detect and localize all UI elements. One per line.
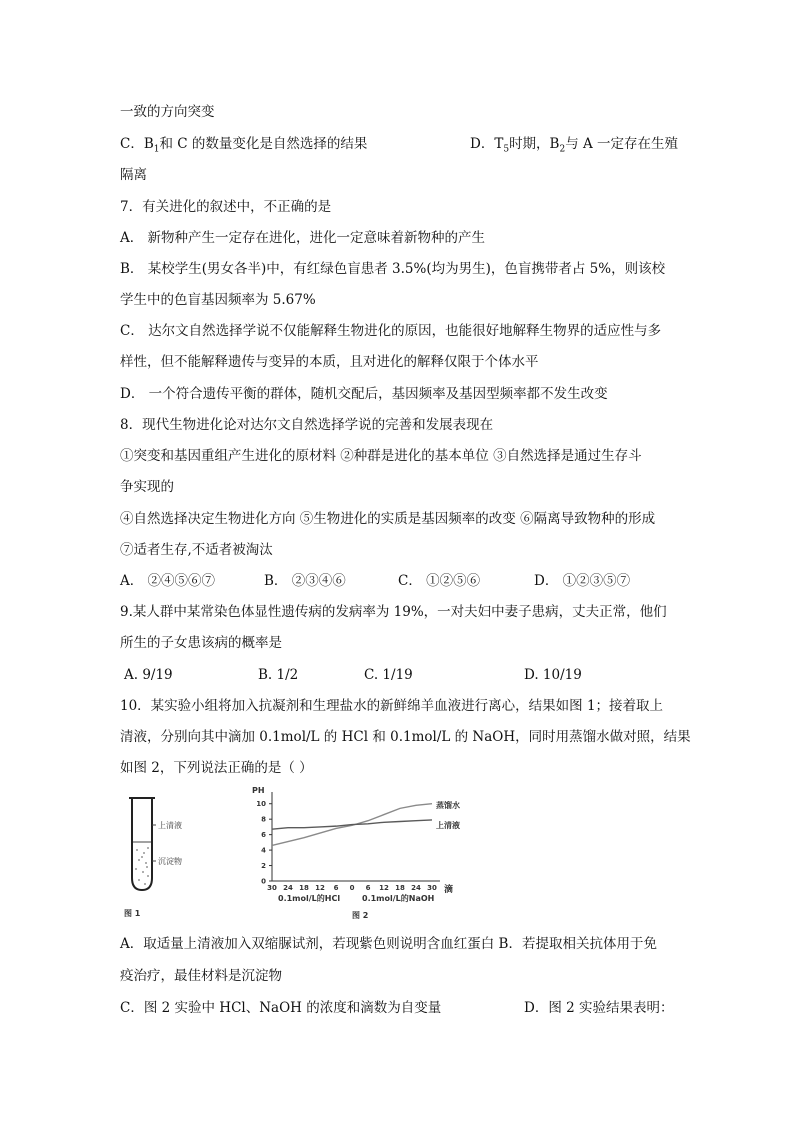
text-line: 学生中的色盲基因频率为 5.67% (120, 292, 316, 308)
y-tick-label: 8 (261, 815, 266, 824)
legend-distilled-water: 蒸馏水 (436, 801, 460, 810)
figure-2-caption: 图 2 (352, 911, 369, 920)
text-line: 样性，但不能解释遗传与变异的本质，且对进化的解释仅限于个体水平 (120, 354, 539, 370)
option-d-line: D．$T_5$时期，$B_2$与 A 一定存在生殖 (470, 136, 679, 155)
question-10-option-c: C．图 2 实验中 HCl、NaOH 的浓度和滴数为自变量 (120, 1000, 442, 1016)
supernatant-label: 上清液 (158, 821, 182, 830)
text-line: 如图 2，下列说法正确的是（ ） (120, 760, 313, 776)
figure-1 (120, 790, 220, 920)
question-9-option-c: C. 1/19 (364, 667, 413, 683)
question-7-option-c: C． 达尔文自然选择学说不仅能解释生物进化的原因，也能很好地解释生物界的适应性与多 (120, 323, 662, 339)
text-line: 争实现的 (120, 479, 174, 495)
series-line-supernatant (272, 820, 432, 829)
question-8-statement: ⑦适者生存,不适者被淘汰 (120, 542, 273, 558)
question-10: 10．某实验小组将加入抗凝剂和生理盐水的新鲜绵羊血液进行离心，结果如图 1；接着取上 (120, 698, 664, 714)
question-8-statement: ④自然选择决定生物进化方向 ⑤生物进化的实质是基因频率的改变 ⑥隔离导致物种的形成 (120, 511, 656, 527)
x-axis-naoh-label: 0.1mol/L的NaOH (362, 894, 435, 903)
x-tick-label: 30 (427, 884, 437, 892)
test-tube-diagram (120, 790, 220, 920)
question-10-option-d: D．图 2 实验结果表明： (524, 1000, 674, 1016)
text-fragment: 和 C 的数量变化是自然选择的结果 (159, 136, 368, 152)
question-8: 8．现代生物进化论对达尔文自然选择学说的完善和发展表现在 (120, 417, 494, 433)
x-tick-label: 6 (333, 884, 339, 892)
y-tick-label: 10 (256, 800, 266, 809)
question-7-option-a: A． 新物种产生一定存在进化，进化一定意味着新物种的产生 (120, 230, 486, 246)
y-tick-label: 0 (261, 877, 266, 886)
figure-1-caption: 图 1 (124, 909, 141, 918)
x-tick-label: 12 (379, 884, 389, 892)
question-7-option-b: B． 某校学生(男女各半)中，有红绿色盲患者 3.5%(均为男生)，色盲携带者占 5%，则该校 (120, 261, 666, 277)
question-8-statement: ①突变和基因重组产生进化的原材料 ②种群是进化的基本单位 ③自然选择是通过生存斗 (120, 448, 642, 464)
x-tick-label: 24 (411, 884, 421, 892)
question-9-option-d: D. 10/19 (524, 667, 582, 683)
text-fragment: C．B (120, 136, 154, 152)
text-line: 疫治疗，最佳材料是沉淀物 (120, 968, 282, 984)
question-7-option-d: D． 一个符合遗传平衡的群体，随机交配后，基因频率及基因型频率都不发生改变 (120, 386, 608, 402)
question-8-option-d: D． ①②③⑤⑦ (534, 573, 631, 589)
x-tick-label: 18 (299, 884, 309, 892)
x-tick-label: 6 (365, 884, 371, 892)
question-10-option-a: A．取适量上清液加入双缩脲试剂，若现紫色则说明含血红蛋白 B．若提取相关抗体用于免 (120, 936, 657, 952)
x-tick-label: 30 (267, 884, 277, 892)
y-tick-label: 2 (261, 862, 266, 871)
question-9-option-b: B. 1/2 (258, 667, 299, 683)
text-line: 隔离 (120, 167, 147, 183)
sediment-label: 沉淀物 (158, 857, 182, 866)
x-tick-label: 24 (283, 884, 293, 892)
y-axis-label: PH (252, 786, 265, 795)
x-tick-label: 18 (395, 884, 405, 892)
x-tick-label: 0 (349, 884, 355, 892)
question-7: 7．有关进化的叙述中，不正确的是 (120, 199, 332, 215)
y-tick-label: 6 (261, 831, 266, 840)
x-tick-label: 12 (315, 884, 325, 892)
x-axis-hcl-label: 0.1mol/L的HCl (278, 894, 341, 903)
figure-2 (250, 788, 490, 923)
text-line: 所生的子女患该病的概率是 (120, 635, 282, 651)
legend-supernatant: 上清液 (436, 821, 460, 830)
text-fragment: 时期，B (509, 136, 560, 152)
option-c-line: C．$B_1$和 C 的数量变化是自然选择的结果 (120, 136, 368, 155)
question-8-option-a: A． ②④⑤⑥⑦ (120, 573, 216, 589)
y-tick-label: 4 (261, 846, 266, 855)
question-9: 9.某人群中某常染色体显性遗传病的发病率为 19%，一对夫妇中妻子患病，丈夫正常，他们 (120, 604, 667, 620)
text-line: 清液，分别向其中滴加 0.1mol/L 的 HCl 和 0.1mol/L 的 NaOH，同时用蒸馏水做对照，结果 (120, 729, 691, 745)
text-fragment: D．T (470, 136, 504, 152)
text-line: 一致的方向突变 (120, 104, 215, 120)
x-axis-label: 滴 (444, 885, 454, 895)
question-8-option-b: B． ②③④⑥ (264, 573, 346, 589)
question-8-option-c: C． ①②⑤⑥ (398, 573, 481, 589)
question-9-option-a: A. 9/19 (124, 667, 173, 683)
text-fragment: 与 A 一定存在生殖 (565, 136, 679, 152)
